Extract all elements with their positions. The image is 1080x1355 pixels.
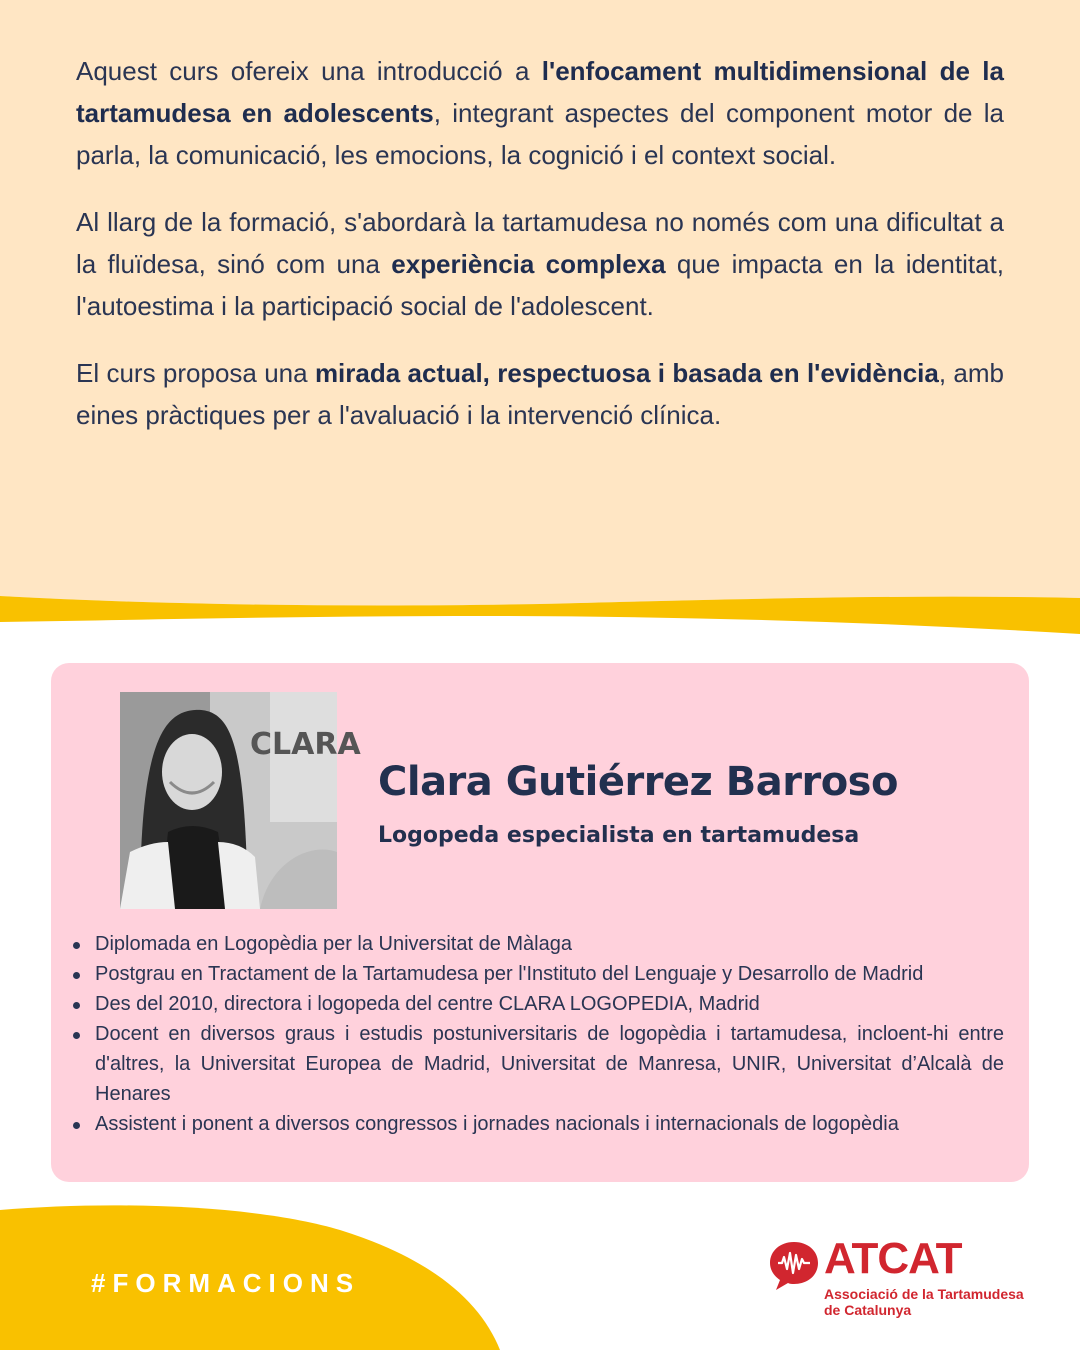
paragraph-text: El curs proposa una bbox=[76, 358, 315, 388]
list-item bbox=[95, 989, 1004, 1019]
hashtag-label: #FORMACIONS bbox=[91, 1268, 361, 1298]
photo-sign-text: CLARA bbox=[250, 727, 361, 762]
list-item-text: Des del 2010, directora i logopeda del centre CLARA LOGOPEDIA, Madrid bbox=[95, 993, 760, 1015]
list-item-text: Docent en diversos graus i estudis postuniversitaris de logopèdia i tartamudesa, incloent-hi entre d'altres, la Universitat Europea de Madrid, Universitat de Manresa, UNIR, Universitat d’Alcalà de Henares bbox=[95, 1023, 1004, 1105]
list-item-text: Postgrau en Tractament de la Tartamudesa per l'Instituto del Lenguaje y Desarrollo de Madrid bbox=[95, 963, 924, 985]
description-paragraph-1 bbox=[76, 50, 1004, 176]
paragraph-text: , integrant aspectes del component motor de la parla, la comunicació, les emocions, la cognició i el context social. bbox=[76, 98, 1004, 170]
paragraph-text: que impacta en la identitat, l'autoestima i la participació social de l'adolescent. bbox=[76, 249, 1004, 321]
logo-subtitle-line-1: Associació de la Tartamudesa bbox=[824, 1286, 1024, 1302]
list-item-text: Diplomada en Logopèdia per la Universitat de Màlaga bbox=[95, 933, 572, 955]
list-item bbox=[95, 1109, 1004, 1139]
logo-subtitle-line-2: de Catalunya bbox=[824, 1302, 912, 1318]
speaker-name: Clara Gutiérrez Barroso bbox=[378, 759, 898, 805]
bullet-dot-icon bbox=[73, 1122, 80, 1129]
paragraph-highlight: l'enfocament multidimensional de la tartamudesa en adolescents bbox=[76, 56, 1004, 128]
paragraph-text: Aquest curs ofereix una introducció a bbox=[76, 56, 542, 86]
list-item bbox=[95, 1019, 1004, 1109]
paragraph-text: , amb eines pràctiques per a l'avaluació i la intervenció clínica. bbox=[76, 358, 1004, 430]
speaker-photo bbox=[120, 692, 361, 909]
bullet-dot-icon bbox=[73, 1032, 80, 1039]
bullet-dot-icon bbox=[73, 1002, 80, 1009]
logo-wordmark: ATCAT bbox=[824, 1234, 962, 1283]
bullet-dot-icon bbox=[73, 972, 80, 979]
paragraph-text: Al llarg de la formació, s'abordarà la tartamudesa no només com una dificultat a la fluïdesa, sinó com una bbox=[76, 207, 1004, 279]
bullet-dot-icon bbox=[73, 942, 80, 949]
speech-bubble-icon bbox=[766, 1238, 822, 1294]
paragraph-highlight: mirada actual, respectuosa i basada en l'evidència bbox=[314, 358, 939, 388]
paragraph-highlight: experiència complexa bbox=[391, 249, 666, 279]
list-item bbox=[95, 959, 1004, 989]
list-item bbox=[95, 929, 1004, 959]
speaker-role: Logopeda especialista en tartamudesa bbox=[378, 823, 860, 848]
course-description bbox=[76, 50, 1004, 461]
description-paragraph-2 bbox=[76, 201, 1004, 327]
speaker-card bbox=[51, 663, 1029, 1182]
description-paragraph-3 bbox=[76, 352, 1004, 436]
atcat-logo bbox=[766, 1234, 1046, 1322]
speaker-credentials-list bbox=[95, 929, 1004, 1139]
list-item-text: Assistent i ponent a diversos congressos i jornades nacionals i internacionals de logopèdia bbox=[95, 1113, 899, 1135]
